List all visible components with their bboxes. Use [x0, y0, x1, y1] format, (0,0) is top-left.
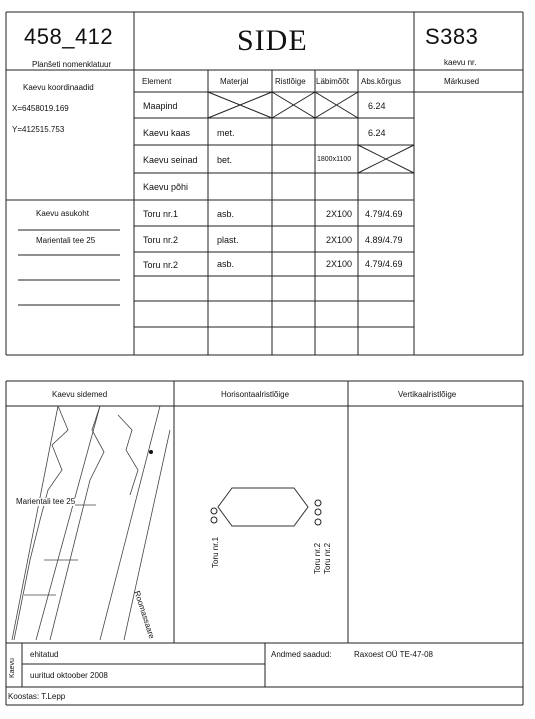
- col-header-diameter: Läbimõõt: [316, 77, 349, 86]
- row-diameter: 1800x1100: [317, 156, 352, 163]
- row-material: asb.: [217, 259, 235, 269]
- row-diameter: 2X100: [326, 209, 353, 219]
- footer-source-label: Andmed saadud:: [271, 650, 332, 659]
- col-header-height: Abs.kõrgus: [361, 77, 402, 86]
- row-element: Kaevu kaas: [143, 128, 191, 138]
- row-diameter: 2X100: [326, 235, 353, 245]
- row-material: plast.: [217, 235, 239, 245]
- well-caption: kaevu nr.: [444, 58, 477, 67]
- map-road-label: Roomassaare: [132, 589, 157, 640]
- footer-built-label: ehitatud: [30, 650, 59, 659]
- pipe-label-2: Toru nr.2: [313, 542, 322, 574]
- col-header-notes: Märkused: [444, 77, 480, 86]
- row-diameter: 2X100: [326, 259, 353, 269]
- row-element: Kaevu seinad: [143, 155, 198, 165]
- row-height: 6.24: [368, 101, 386, 111]
- row-material: met.: [217, 128, 235, 138]
- sheet-number: 458_412: [24, 24, 114, 49]
- well-number: S383: [425, 24, 479, 49]
- row-height: 6.24: [368, 128, 386, 138]
- map-address: Marientali tee 25: [16, 497, 76, 506]
- footer-author: Koostas: T.Lepp: [8, 692, 66, 701]
- panel-title-horizontal: Horisontaalristlõige: [221, 390, 290, 399]
- location-label: Kaevu asukoht: [36, 209, 89, 218]
- pipe-label-1: Toru nr.1: [211, 536, 220, 568]
- row-material: asb.: [217, 209, 235, 219]
- row-element: Kaevu põhi: [143, 182, 189, 192]
- row-element: Maapind: [143, 101, 178, 111]
- panel-title-vertical: Vertikaalristlõige: [398, 390, 457, 399]
- sheet-caption: Planšeti nomenklatuur: [32, 60, 112, 69]
- coord-y: Y=412515.753: [12, 125, 65, 134]
- coords-label: Kaevu koordinaadid: [23, 83, 94, 92]
- row-element: Toru nr.1: [143, 209, 179, 219]
- location-address: Marientali tee 25: [36, 236, 96, 245]
- row-height: 4.89/4.79: [365, 235, 403, 245]
- pipe-label-3: Toru nr.2: [323, 542, 332, 574]
- row-material: bet.: [217, 155, 233, 165]
- col-header-section: Ristlõige: [275, 77, 306, 86]
- coord-x: X=6458019.169: [12, 104, 69, 113]
- row-height: 4.79/4.69: [365, 209, 403, 219]
- row-element: Toru nr.2: [143, 260, 179, 270]
- page-title: SIDE: [237, 24, 308, 57]
- col-header-material: Materjal: [220, 77, 249, 86]
- footer-side-label: Kaevu: [9, 658, 16, 678]
- panel-title-links: Kaevu sidemed: [52, 390, 108, 399]
- footer-surveyed: uuritud oktoober 2008: [30, 671, 108, 680]
- footer-source-value: Raxoest OÜ TE-47-08: [354, 650, 433, 659]
- row-element: Toru nr.2: [143, 235, 179, 245]
- row-height: 4.79/4.69: [365, 259, 403, 269]
- col-header-element: Element: [142, 77, 172, 86]
